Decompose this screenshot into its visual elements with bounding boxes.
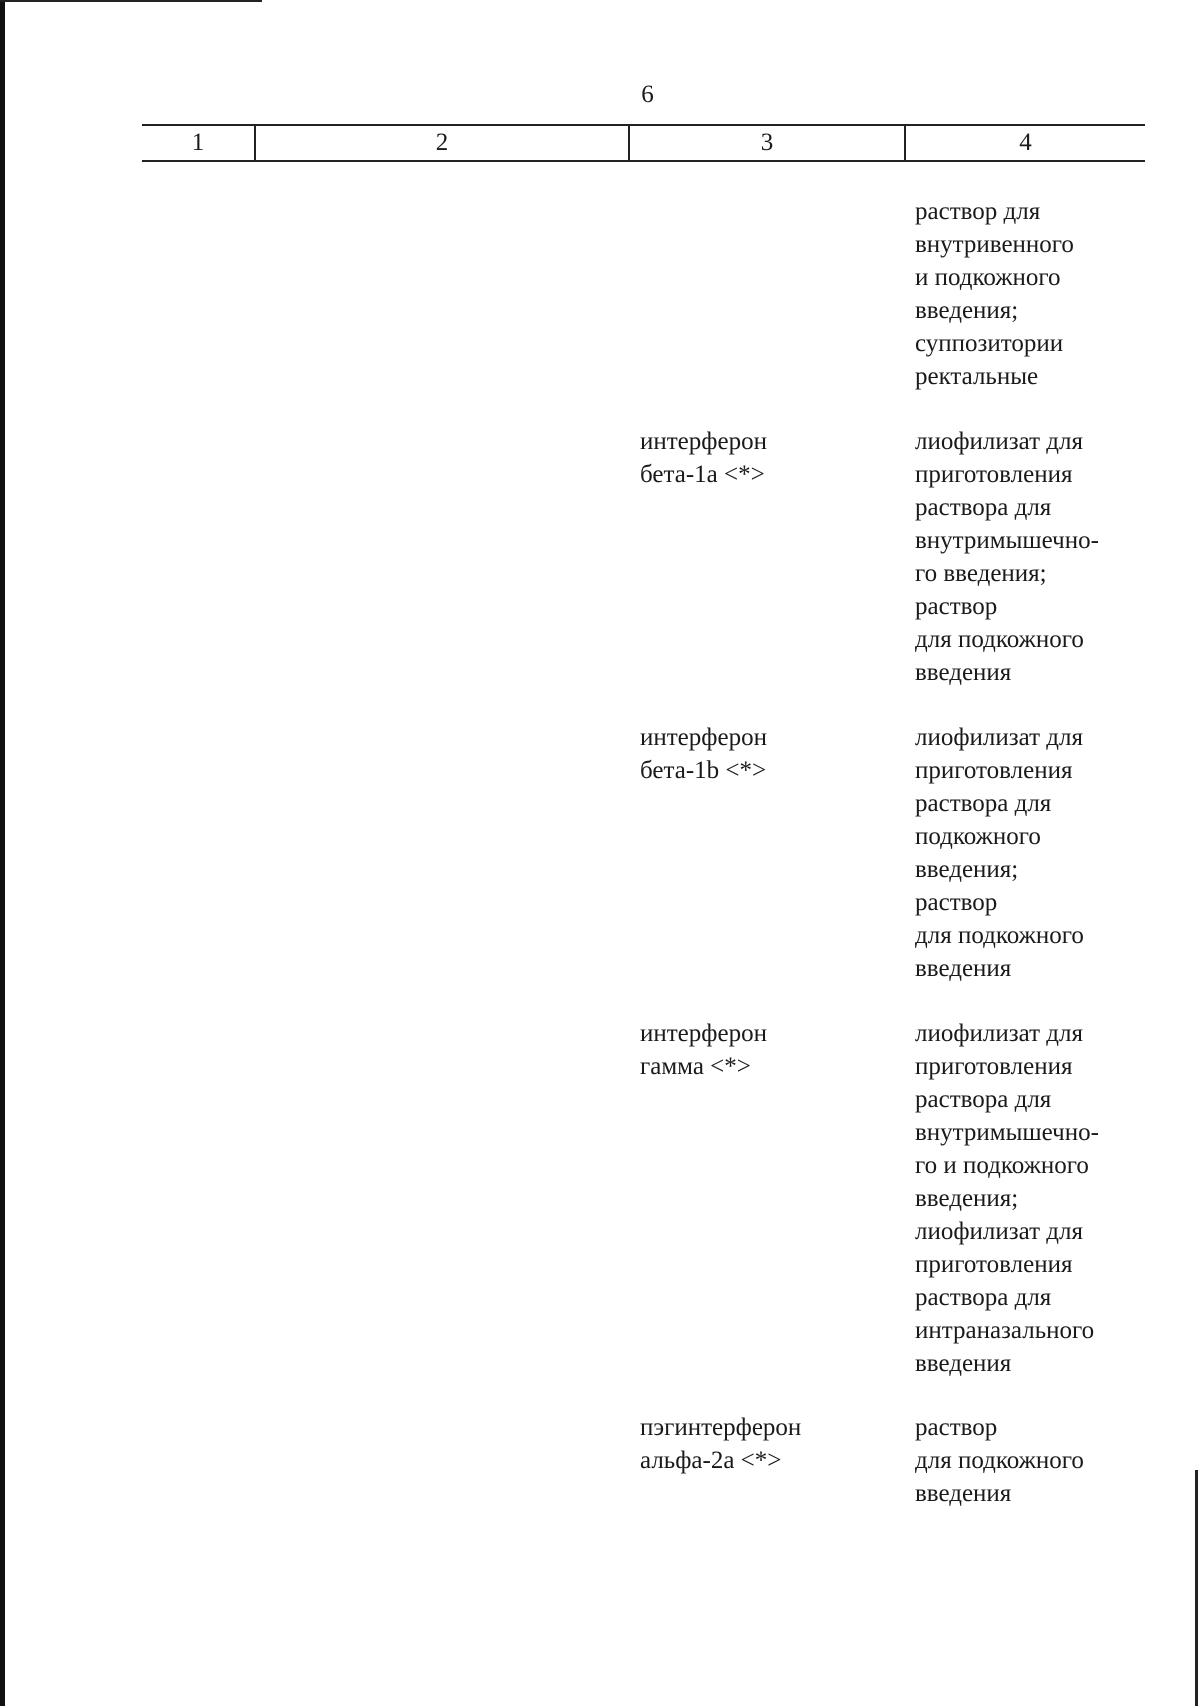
dosage-form-cell: лиофилизат для приготовления раствора для подкожного введения; раствор для подкожного введения xyxy=(915,724,1084,982)
drug-name-cell: пэгинтерферон альфа-2a <*> xyxy=(640,1414,802,1474)
column-header-3: 3 xyxy=(760,129,774,156)
column-header-2: 2 xyxy=(435,129,449,156)
drug-name-cell: интерферон бета-1a <*> xyxy=(640,428,767,488)
drug-name-cell: интерферон гамма <*> xyxy=(640,1020,767,1080)
drug-name-cell: интерферон бета-1b <*> xyxy=(640,724,767,784)
scan-border-left xyxy=(0,0,5,1706)
dosage-form-cell: раствор для внутривенного и подкожного введения; суппозитории ректальные xyxy=(915,198,1074,390)
page-number: 6 xyxy=(641,81,654,108)
scan-border-right xyxy=(1195,1470,1198,1706)
scan-border-top xyxy=(0,0,262,2)
dosage-form-cell: лиофилизат для приготовления раствора для внутримышечно- го и подкожного введения; лиофилизат для приготовления раствора для интраназального введения xyxy=(915,1020,1099,1377)
column-header-1: 1 xyxy=(191,129,205,156)
dosage-form-cell: раствор для подкожного введения xyxy=(915,1414,1084,1507)
table-rule-bottom xyxy=(142,160,1145,162)
table-rule-top xyxy=(142,124,1145,126)
dosage-form-cell: лиофилизат для приготовления раствора для внутримышечно- го введения; раствор для подкожного введения xyxy=(915,428,1099,686)
column-header-4: 4 xyxy=(1019,129,1032,156)
